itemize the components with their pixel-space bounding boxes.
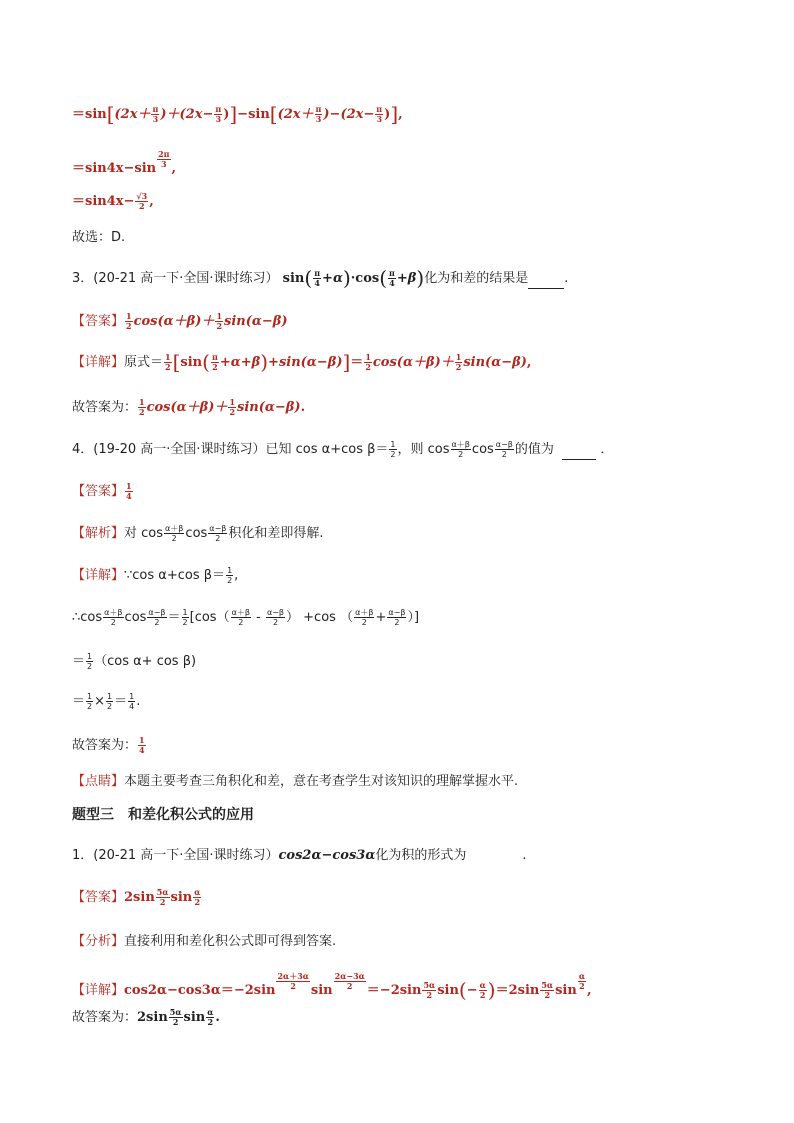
q4-answer: 【答案】 $\frac{1}{4}$ <box>72 481 132 501</box>
q4-stem: 4．(19-20 高一·全国·课时练习）已知 cos α+cos β＝ $\frac{1}{2}$ ，则 cos $\frac{\alpha+\beta}{2}$ cos $\frac{\alpha-\beta}{2}$ 的值为 ． <box>72 440 614 459</box>
s3q1-final: 故答案为：2sin $\frac{5\alpha}{2}$ sin $\frac{\alpha}{2}$ . <box>72 1007 220 1027</box>
q4-step-1: ∴cos $\frac{\alpha+\beta}{2}$ cos $\frac{\alpha-\beta}{2}$ ＝ $\frac{1}{2}$ [cos（ $\frac{\alpha+\beta}{2}$ - $\frac{\alpha-\beta}{2}$ ） +cos （ $\frac{\alpha+\beta}{2}$ + $\frac{\alpha-\beta}{2}$ ）] <box>72 608 420 627</box>
q3-final: 故答案为： $\frac{1}{2}$ cos(α＋β)＋ $\frac{1}{2}$ sin(α−β). <box>72 397 306 417</box>
s3q1-stem: 1．(20-21 高一下·全国·课时练习）cos2α−cos3α化为积的形式为 . <box>72 848 527 863</box>
q4-step-2: ＝ $\frac{1}{2}$ （cos α+ cos β) <box>72 652 197 671</box>
s3q1-analysis: 【分析】直接利用和差化积公式即可得到答案. <box>72 934 337 949</box>
q4-detail: 【详解】∵cos α+cos β＝ $\frac{1}{2}$ , <box>72 566 239 585</box>
q3-answer: 【答案】 $\frac{1}{2}$ cos(α＋β)＋ $\frac{1}{2}$ sin(α−β) <box>72 311 288 331</box>
q2-answer: 故选：D. <box>72 230 126 245</box>
q2-step-1: ＝sin[(2x＋ $\frac{\pi}{3}$ )＋(2x− $\frac{\pi}{3}$ )]−sin[(2x＋ $\frac{\pi}{3}$ )−(2x− $\frac{\pi}{3}$ )], <box>72 102 403 126</box>
q4-final: 故答案为： $\frac{1}{4}$ <box>72 735 145 755</box>
q3-detail: 【详解】原式＝ $\frac{1}{2}$ [sin( $\frac{\pi}{2}$ +α+β)+sin(α−β)]＝ $\frac{1}{2}$ cos(α＋β)＋ $\frac{1}{2}$ sin(α−β), <box>72 350 532 374</box>
q2-step-2: ＝sin4x−sin $\frac{2\pi}{3}$ , <box>72 149 177 176</box>
q2-step-3: ＝sin4x− $\frac{√3}{2}$ , <box>72 191 154 211</box>
q4-analysis: 【解析】对 cos $\frac{\alpha+\beta}{2}$ cos $\frac{\alpha-\beta}{2}$ 积化和差即得解. <box>72 524 324 543</box>
section-title: 题型三 和差化积公式的应用 <box>72 807 254 823</box>
s3q1-detail: 【详解】cos2α−cos3α＝−2sin $\frac{2\alpha+3\alpha}{2}$ sin $\frac{2\alpha-3\alpha}{2}$ ＝−2sin $\frac{5\alpha}{2}$ sin(− $\frac{\alpha}{2}$ )＝2sin $\frac{5\alpha}{2}$ sin $\frac{\alpha}{2}$ , <box>72 971 592 1002</box>
s3q1-answer: 【答案】2sin $\frac{5\alpha}{2}$ sin $\frac{\alpha}{2}$ <box>72 887 201 907</box>
q4-comment: 【点睛】本题主要考查三角积化和差，意在考查学生对该知识的理解掌握水平. <box>72 774 519 789</box>
q3-stem: 3．(20-21 高一下·全国·课时练习） sin( $\frac{\pi}{4}$ +α)·cos( $\frac{\pi}{4}$ +β)化为和差的结果是 . <box>72 266 569 290</box>
q4-step-3: ＝ $\frac{1}{2}$ × $\frac{1}{2}$ ＝ $\frac{1}{4}$ . <box>72 692 141 711</box>
